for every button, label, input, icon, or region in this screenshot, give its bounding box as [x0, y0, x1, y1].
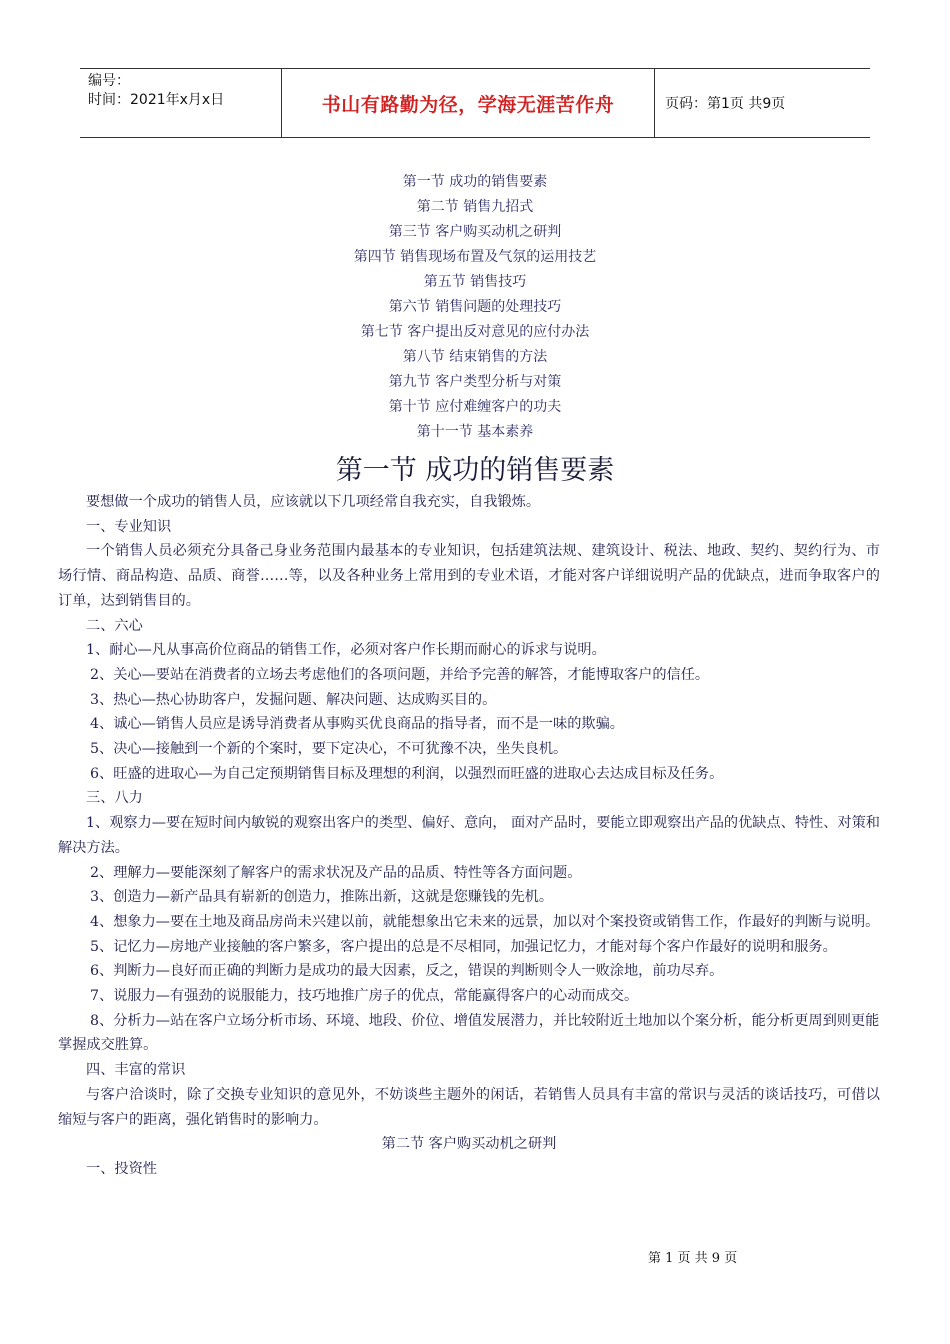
list-item: 5、记忆力—房地产业接触的客户繁多，客户提出的总是不尽相同，加强记忆力，才能对每个客户作最好的说明和服务。 — [90, 938, 837, 955]
header-meta — [80, 69, 282, 137]
list-item: 3、创造力—新产品具有崭新的创造力，推陈出新，这就是您赚钱的先机。 — [90, 889, 554, 906]
list-item: 6、判断力—良好而正确的判断力是成功的最大因素，反之，错误的判断则令人一败涂地，前功尽弃。 — [90, 963, 724, 980]
header-page-info: 页码：第1页 共9页 — [665, 96, 786, 112]
paragraph: 与客户洽谈时，除了交换专业知识的意见外，不妨谈些主题外的闲话，若销售人员具有丰富的常识与灵活的谈话技巧，可借以缩短与客户的距离，强化销售时的影响力。 — [58, 1086, 880, 1128]
document-body — [58, 490, 880, 1182]
list-item: 1、耐心—凡从事高价位商品的销售工作，必须对客户作长期而耐心的诉求与说明。 — [86, 642, 606, 659]
list-item: 7、说服力—有强劲的说服能力，技巧地推广房子的优点，常能赢得客户的心动而成交。 — [90, 988, 639, 1005]
list-item: 4、想象力—要在土地及商品房尚未兴建以前，就能想象出它未来的远景，加以对个案投资或销售工作，作最好的判断与说明。 — [90, 913, 880, 930]
toc-item: 第九节 客户类型分析与对策 — [388, 374, 562, 390]
toc-item: 第二节 销售九招式 — [416, 199, 534, 215]
subheading: 一、投资性 — [86, 1160, 157, 1177]
list-item: 6、旺盛的进取心—为自己定预期销售目标及理想的利润，以强烈而旺盛的进取心去达成目标及任务。 — [90, 765, 724, 782]
toc-item: 第七节 客户提出反对意见的应付办法 — [360, 324, 590, 340]
header-motto: 书山有路勤为径，学海无涯苦作舟 — [282, 69, 655, 137]
paragraph: 一个销售人员必须充分具备己身业务范围内最基本的专业知识，包括建筑法规、建筑设计、税法、地政、契约、契约行为、市场行情、商品构造、品质、商誉……等，以及各种业务上常用到的专业术语，才能对客户详细说明产品的优缺点，进而争取客户的订单，达到销售目的。 — [58, 543, 880, 609]
list-item: 3、热心—热心协助客户，发掘问题、解决问题、达成购买目的。 — [90, 691, 497, 708]
toc-item: 第六节 销售问题的处理技巧 — [388, 299, 562, 315]
list-item: 2、关心—要站在消费者的立场去考虑他们的各项问题，并给予完善的解答，才能博取客户的信任。 — [90, 666, 710, 683]
list-item: 1、观察力—要在短时间内敏锐的观察出客户的类型、偏好、意向， 面对产品时，要能立即观察出产品的优缺点、特性、对策和解决方法。 — [58, 815, 880, 856]
table-of-contents — [0, 170, 950, 445]
subheading: 三、八力 — [86, 790, 143, 807]
subheading: 二、六心 — [86, 617, 143, 634]
toc-item: 第四节 销售现场布置及气氛的运用技艺 — [353, 249, 597, 265]
toc-item: 第十一节 基本素养 — [416, 424, 534, 440]
intro-paragraph: 要想做一个成功的销售人员，应该就以下几项经常自我充实，自我锻炼。 — [86, 494, 541, 510]
toc-item: 第一节 成功的销售要素 — [402, 174, 548, 190]
subheading: 四、丰富的常识 — [86, 1062, 186, 1079]
list-item: 5、决心—接触到一个新的个案时，要下定决心，不可犹豫不决，坐失良机。 — [90, 741, 568, 758]
document-id-label: 编号： — [88, 73, 130, 89]
section-title: 第一节 成功的销售要素 — [335, 455, 615, 486]
list-item: 4、诚心—销售人员应是诱导消费者从事购买优良商品的指导者，而不是一味的欺骗。 — [90, 716, 624, 733]
list-item: 8、分析力—站在客户立场分析市场、环境、地段、价位、增值发展潜力，并比较附近土地加以个案分析，能分析更周到则更能掌握成交胜算。 — [58, 1012, 880, 1054]
page-footer: 第 1 页 共 9 页 — [648, 1251, 738, 1266]
toc-item: 第五节 销售技巧 — [423, 274, 527, 290]
subheading: 一、专业知识 — [86, 518, 172, 535]
toc-item: 第十节 应付难缠客户的功夫 — [388, 399, 562, 415]
page-header — [80, 68, 870, 138]
toc-item: 第八节 结束销售的方法 — [402, 349, 548, 365]
toc-item: 第三节 客户购买动机之研判 — [388, 224, 562, 240]
list-item: 2、理解力—要能深刻了解客户的需求状况及产品的品质、特性等各方面问题。 — [90, 864, 582, 881]
section-subtitle: 第二节 客户购买动机之研判 — [381, 1136, 557, 1153]
document-date: 时间：2021年x月x日 — [88, 92, 225, 108]
